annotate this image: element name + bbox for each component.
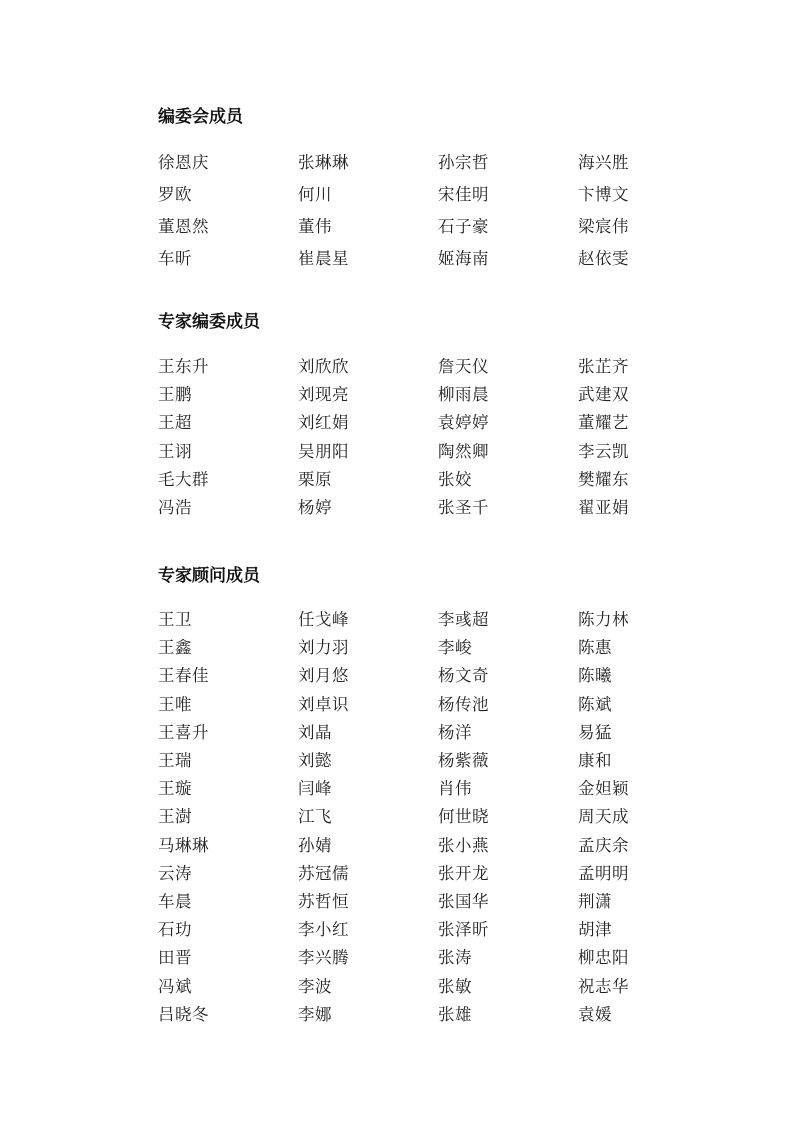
- editorial-board-section: [158, 107, 718, 273]
- member-name: 柳忠阳: [578, 948, 629, 968]
- member-row: [158, 858, 718, 886]
- member-name: 翟亚娟: [578, 498, 629, 518]
- member-name: 张开龙: [438, 863, 489, 883]
- member-name: 李兴腾: [298, 948, 349, 968]
- member-name: 杨洋: [438, 722, 472, 742]
- member-name: 王喜升: [158, 722, 209, 742]
- member-name: 任戈峰: [298, 610, 349, 630]
- member-name: 王鹏: [158, 385, 192, 405]
- member-name: 董耀艺: [578, 413, 629, 433]
- member-name: 金妲颖: [578, 779, 629, 799]
- member-name: 张芷齐: [578, 357, 629, 377]
- member-name: 崔晨星: [298, 249, 349, 268]
- member-name: 云涛: [158, 863, 192, 883]
- member-name: 李峻: [438, 638, 472, 658]
- member-row: [158, 660, 718, 688]
- expert-advisors-section: [158, 566, 718, 1027]
- member-name: 李娜: [298, 1004, 332, 1024]
- member-name: 肖伟: [438, 779, 472, 799]
- member-name: 王瑞: [158, 751, 192, 771]
- member-name: 梁宸伟: [578, 217, 629, 236]
- member-name: 张雄: [438, 1004, 472, 1024]
- member-name: 董恩然: [158, 217, 209, 236]
- member-name: 苏哲恒: [298, 891, 349, 911]
- member-name: 海兴胜: [578, 153, 629, 172]
- member-row: [158, 801, 718, 829]
- member-name: 王春佳: [158, 666, 209, 686]
- member-row: [158, 999, 718, 1027]
- member-name: 刘力羽: [298, 638, 349, 658]
- member-name: 石玏: [158, 920, 192, 940]
- member-name: 樊耀东: [578, 469, 629, 489]
- member-row: [158, 942, 718, 970]
- section-title: 专家顾问成员: [158, 566, 260, 586]
- member-name: 王东升: [158, 357, 209, 377]
- member-grid: [158, 604, 718, 1027]
- member-name: 卞博文: [578, 185, 629, 204]
- member-row: [158, 689, 718, 717]
- member-name: 孙宗哲: [438, 153, 489, 172]
- member-name: 冯浩: [158, 498, 192, 518]
- member-name: 柳雨晨: [438, 385, 489, 405]
- member-name: 陈力林: [578, 610, 629, 630]
- section-title: 编委会成员: [158, 107, 243, 127]
- member-row: [158, 717, 718, 745]
- member-row: [158, 379, 718, 407]
- member-name: 闫峰: [298, 779, 332, 799]
- member-name: 王唯: [158, 694, 192, 714]
- member-name: 张涛: [438, 948, 472, 968]
- member-name: 李小红: [298, 920, 349, 940]
- member-name: 赵依雯: [578, 249, 629, 268]
- member-name: 车晨: [158, 891, 192, 911]
- member-row: [158, 145, 718, 177]
- member-row: [158, 830, 718, 858]
- member-name: 李彧超: [438, 610, 489, 630]
- member-row: [158, 241, 718, 273]
- member-row: [158, 632, 718, 660]
- member-row: [158, 914, 718, 942]
- member-row: [158, 209, 718, 241]
- member-name: 王璇: [158, 779, 192, 799]
- member-name: 姬海南: [438, 249, 489, 268]
- member-name: 张姣: [438, 469, 472, 489]
- member-name: 刘懿: [298, 751, 332, 771]
- member-name: 祝志华: [578, 976, 629, 996]
- member-name: 袁媛: [578, 1004, 612, 1024]
- expert-editors-section: [158, 312, 718, 520]
- member-name: 荆潇: [578, 891, 612, 911]
- member-name: 易猛: [578, 722, 612, 742]
- member-name: 刘红娟: [298, 413, 349, 433]
- member-name: 马琳琳: [158, 835, 209, 855]
- member-row: [158, 464, 718, 492]
- member-name: 杨传池: [438, 694, 489, 714]
- member-name: 王超: [158, 413, 192, 433]
- member-name: 王澍: [158, 807, 192, 827]
- member-row: [158, 773, 718, 801]
- member-name: 孟庆余: [578, 835, 629, 855]
- member-row: [158, 407, 718, 435]
- member-name: 杨紫薇: [438, 751, 489, 771]
- member-name: 车昕: [158, 249, 192, 268]
- member-name: 张圣千: [438, 498, 489, 518]
- member-name: 徐恩庆: [158, 153, 209, 172]
- member-row: [158, 177, 718, 209]
- member-name: 董伟: [298, 217, 332, 236]
- member-name: 武建双: [578, 385, 629, 405]
- member-row: [158, 351, 718, 379]
- member-name: 苏冠儒: [298, 863, 349, 883]
- member-name: 刘欣欣: [298, 357, 349, 377]
- member-name: 毛大群: [158, 469, 209, 489]
- member-name: 孟明明: [578, 863, 629, 883]
- member-name: 陶然卿: [438, 441, 489, 461]
- member-name: 李波: [298, 976, 332, 996]
- member-name: 詹天仪: [438, 357, 489, 377]
- member-name: 康和: [578, 751, 612, 771]
- member-row: [158, 745, 718, 773]
- member-row: [158, 970, 718, 998]
- member-name: 李云凯: [578, 441, 629, 461]
- member-grid: [158, 145, 718, 273]
- member-name: 宋佳明: [438, 185, 489, 204]
- member-name: 王卫: [158, 610, 192, 630]
- member-name: 何世晓: [438, 807, 489, 827]
- member-name: 吕晓冬: [158, 1004, 209, 1024]
- member-name: 杨婷: [298, 498, 332, 518]
- member-name: 吴朋阳: [298, 441, 349, 461]
- member-name: 张小燕: [438, 835, 489, 855]
- member-row: [158, 886, 718, 914]
- member-name: 刘月悠: [298, 666, 349, 686]
- member-name: 王诩: [158, 441, 192, 461]
- member-name: 袁婷婷: [438, 413, 489, 433]
- member-row: [158, 604, 718, 632]
- member-name: 周天成: [578, 807, 629, 827]
- member-name: 刘晶: [298, 722, 332, 742]
- member-name: 陈斌: [578, 694, 612, 714]
- member-name: 杨文奇: [438, 666, 489, 686]
- section-title: 专家编委成员: [158, 312, 260, 332]
- member-row: [158, 492, 718, 520]
- member-name: 王鑫: [158, 638, 192, 658]
- member-name: 刘现亮: [298, 385, 349, 405]
- member-grid: [158, 351, 718, 520]
- member-name: 江飞: [298, 807, 332, 827]
- member-name: 刘卓识: [298, 694, 349, 714]
- member-name: 张泽昕: [438, 920, 489, 940]
- member-name: 陈惠: [578, 638, 612, 658]
- member-row: [158, 436, 718, 464]
- member-name: 罗欧: [158, 185, 192, 204]
- member-name: 张琳琳: [298, 153, 349, 172]
- member-name: 石子豪: [438, 217, 489, 236]
- member-name: 孙婧: [298, 835, 332, 855]
- member-name: 栗原: [298, 469, 332, 489]
- member-name: 胡津: [578, 920, 612, 940]
- member-name: 张国华: [438, 891, 489, 911]
- member-name: 冯斌: [158, 976, 192, 996]
- member-name: 陈曦: [578, 666, 612, 686]
- member-name: 张敏: [438, 976, 472, 996]
- member-name: 何川: [298, 185, 332, 204]
- member-name: 田晋: [158, 948, 192, 968]
